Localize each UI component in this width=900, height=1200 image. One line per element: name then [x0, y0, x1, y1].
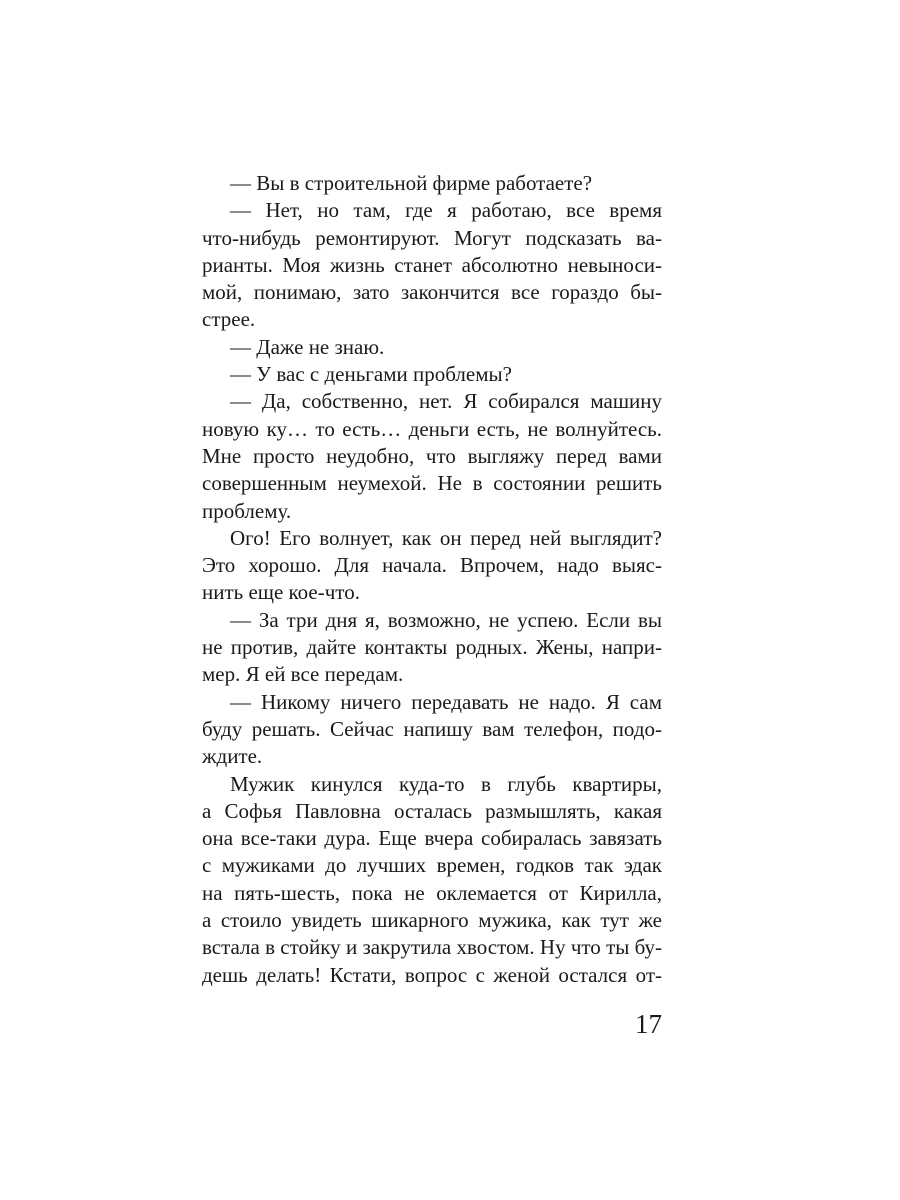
text-line: не против, дайте контакты родных. Жены, напри-: [202, 635, 662, 660]
page-number: 17: [635, 1009, 662, 1039]
text-line: а стоило увидеть шикарного мужика, как тут же: [202, 908, 662, 933]
text-line: встала в стойку и закрутила хвостом. Ну что ты бу-: [202, 935, 662, 960]
text-line: а Софья Павловна осталась размышлять, какая: [202, 798, 662, 823]
text-line: проблему.: [202, 498, 292, 523]
text-line: совершенным неумехой. Не в состоянии решить: [202, 471, 662, 496]
text-line: — Вы в строительной фирме работаете?: [230, 171, 593, 195]
text-line: что-нибудь ремонтируют. Могут подсказать ва-: [202, 225, 662, 250]
text-line: Это хорошо. Для начала. Впрочем, надо выяс-: [202, 553, 662, 578]
text-line: мой, понимаю, зато закончится все гораздо бы-: [202, 280, 662, 305]
text-line: ждите.: [202, 744, 263, 769]
body-text: [202, 170, 662, 989]
text-line: мер. Я ей все передам.: [202, 662, 404, 687]
text-line: она все-таки дура. Еще вчера собиралась завязать: [202, 826, 662, 851]
text-line: — Нет, но там, где я работаю, все время: [230, 198, 662, 223]
text-line: Ого! Его волнует, как он перед ней выглядит?: [230, 525, 662, 550]
text-line: Мне просто неудобно, что выгляжу перед вами: [202, 443, 662, 468]
text-line: на пять-шесть, пока не оклемается от Кирилла,: [202, 880, 662, 905]
text-line: Мужик кинулся куда-то в глубь квартиры,: [230, 771, 662, 796]
text-line: дешь делать! Кстати, вопрос с женой остался от-: [202, 962, 662, 987]
text-line: — У вас с деньгами проблемы?: [230, 362, 512, 387]
text-line: рианты. Моя жизнь станет абсолютно невыноси-: [202, 252, 662, 277]
text-line: стрее.: [202, 307, 256, 332]
text-line: — За три дня я, возможно, не успею. Если вы: [230, 607, 662, 632]
text-line: буду решать. Сейчас напишу вам телефон, подо-: [202, 716, 662, 741]
text-line: новую ку… то есть… деньги есть, не волнуйтесь.: [202, 416, 662, 441]
text-line: — Да, собственно, нет. Я собирался машину: [230, 389, 662, 414]
text-line: нить еще кое-что.: [202, 580, 360, 605]
text-line: — Даже не знаю.: [230, 334, 385, 359]
text-line: с мужиками до лучших времен, годков так эдак: [202, 853, 662, 878]
text-line: — Никому ничего передавать не надо. Я сам: [230, 689, 662, 714]
